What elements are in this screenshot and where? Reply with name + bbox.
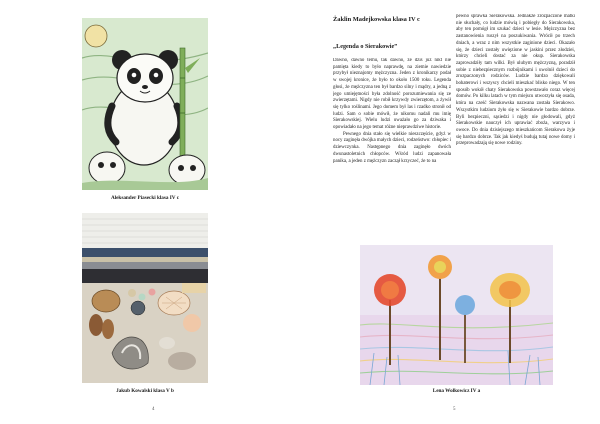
page-number-left: 4 xyxy=(152,407,155,412)
trees-painting xyxy=(360,245,553,385)
story-title: „Legenda o Sierakowie” xyxy=(333,43,398,50)
panda-drawing xyxy=(82,18,208,190)
paragraph: Pewnego dnia stało się wielkie nieszczęście, gdyż w nocy zaginęła dwójka małych dzieci, rodzeństwo: chłopiec i dziewczynka. Następnego dnia zaginęło dwóch dwunastoletnich chłopców. Wśród ludzi zapanowała panika, a jeden z mężczyzn zaczął krzyczeć, że to na xyxy=(333,131,451,164)
paragraph: pewno sprawka Sierakowska. Jednakże zrozpaczone matki nie słuchały, co ludzie mówią i pobiegły do Sierakowska, aby ten pomógł im szukać dzieci w lesie. Mężczyzna bez zastanowienia ruszył na poszukiwania. Wrócił po trzech dniach, a wraz z nim wszystkie zaginione dzieci. Okazało się, że dzieci zostały uwięzione w jaskini przez złodziei, którzy chcieli dostać za nie okup. Sierakowska zaprowadziły tam wilki. Był ulubym mężczyzną, poradził sobie z niebezpiecznym rozbójnikami i uwolnił dzieci do zrozpaczonych rodziców. Ludzie bardzo dziękowali bohaterowi i wszyscy chcieli mieszkać blisko niego. W ten sposób wokół chaty Sierakowska powstawało coraz więcej domów. Po kilku latach w tym miejscu utworzyła się osada, która na cześć Sierakowska nazwana została Sierakowo. Wszystkim ludziom żyło się w Sierakowie bardzo dobrze. Byli bezpieczni, sąsiedzi i nigdy nie głodowali, gdyż Sierakowskie nauczył ich uprawiać zboża, warzywa i owoce. Do dnia dzisiejszego mieszkańcom Sierakowa żyje się bardzo dobrze. Tak jak kiedyś budują tutaj nowe domy i przeprowadzają się nowe rodziny. xyxy=(456,14,575,147)
text-column-2 xyxy=(456,14,575,214)
drawing3-caption: Lena Wolkowicz IV a xyxy=(432,388,481,394)
page-number-right: 5 xyxy=(453,407,456,412)
seashell-collage xyxy=(82,213,208,383)
drawing2-caption: Jakub Kowalski klasa V b xyxy=(116,388,174,394)
text-column-1 xyxy=(333,58,451,230)
paragraph: Dawno, dawno temu, tak dawno, że dziś już nikt nie pamięta kiedy to było naprawdę, na ziemie nawiedzie przybył nieznajomy mężczyzna. Jeden z kronikarzy podał w swojej kronice, że było to około 1500 roku. Legenda głosi, że mężczyzna ten był bardzo silny i mądry, a jedną z jego umiejętności była zdolność porozumiewania się ze zwierzętami. Nigdy nie robił krzywdy zwierzętom, a żywił się tylko roślinami. Jego domem był las i rzadko stronił od ludzi. Sam o sobie mówił, że nikomu nadali mu imię Sierakowskiej. Wielu ludzi uważało go za dziwaka i opowiadało na jego temat różne nieprawdziwe historie. xyxy=(333,58,451,131)
drawing1-caption: Aleksander Piasecki klasa IV c xyxy=(110,195,180,201)
right-page xyxy=(300,0,600,424)
author-line: Żaklin Madejkowska klasa IV c xyxy=(333,16,420,23)
